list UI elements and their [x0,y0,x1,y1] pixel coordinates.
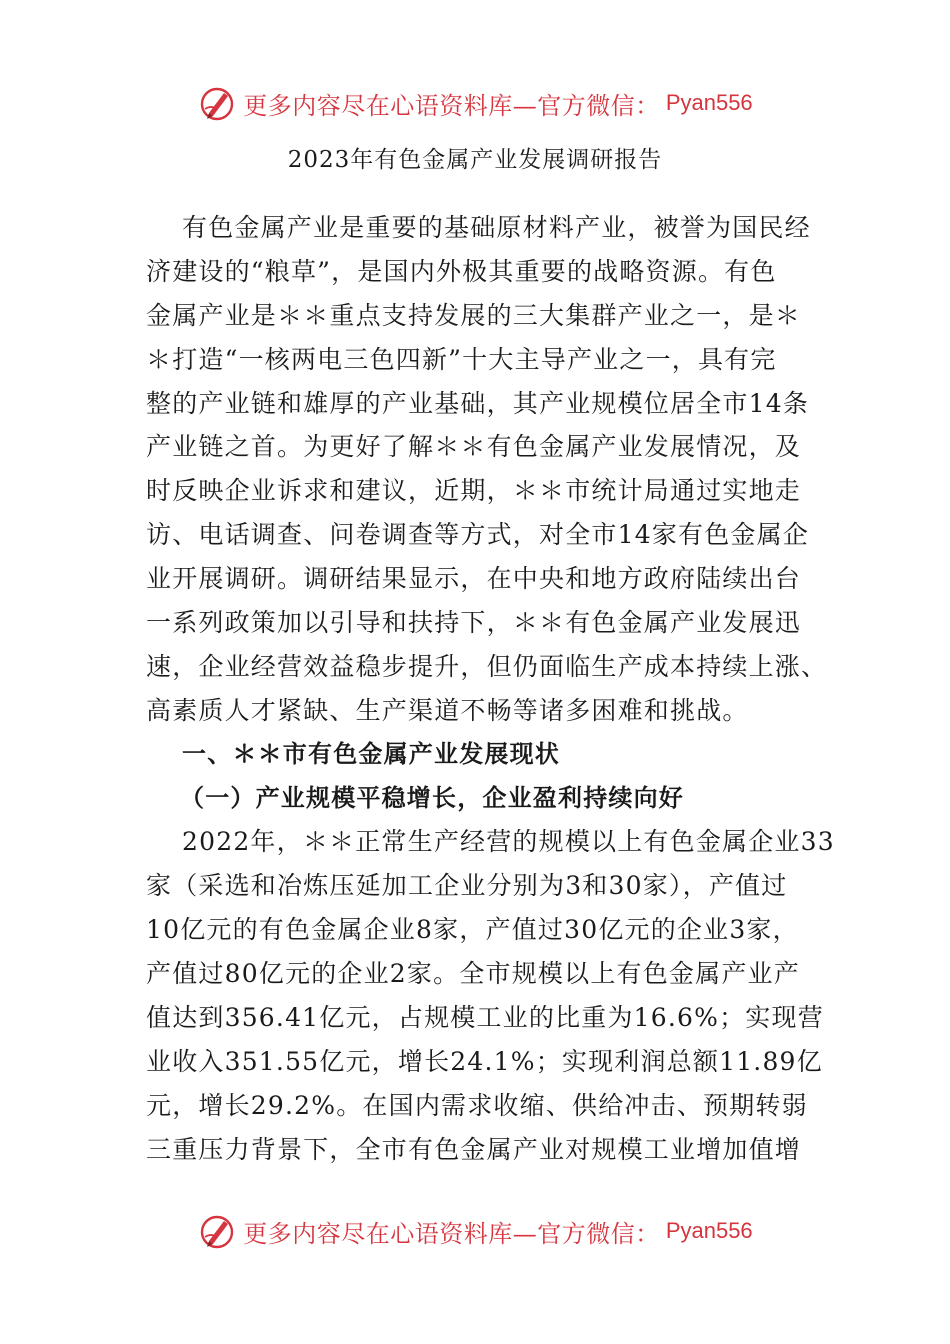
section-heading: 一、＊＊市有色金属产业发展现状 [182,739,560,768]
paragraph-line: 高素质人才紧缺、生产渠道不畅等诸多困难和挑战。 [146,695,749,725]
watermark-text: 更多内容尽在心语资料库—官方微信： [243,1219,660,1248]
document-title: 2023年有色金属产业发展调研报告 [287,147,663,173]
paragraph-line: ＊打造“一核两电三色四新”十大主导产业之一，具有完 [146,344,777,374]
paragraph-line: 值达到356.41亿元，占规模工业的比重为16.6%；实现营 [146,1003,824,1033]
watermark-footer [0,1206,950,1256]
paragraph-line: 金属产业是＊＊重点支持发展的三大集群产业之一，是＊ [146,300,802,330]
paragraph-line: 业收入351.55亿元，增长24.1%；实现利润总额11.89亿 [146,1046,823,1076]
watermark-header [0,78,950,128]
paragraph-line: 时反映企业诉求和建议，近期，＊＊市统计局通过实地走 [146,476,802,506]
paragraph-line: 三重压力背景下，全市有色金属产业对规模工业增加值增 [146,1134,802,1164]
paragraph-line: 产业链之首。为更好了解＊＊有色金属产业发展情况，及 [146,432,802,462]
paragraph-line: 有色金属产业是重要的基础原材料产业，被誉为国民经 [182,213,811,242]
watermark-handle: Pyan556 [665,90,753,115]
paragraph-line: 整的产业链和雄厚的产业基础，其产业规模位居全市14条 [146,388,810,418]
paragraph-line: 2022年，＊＊正常生产经营的规模以上有色金属企业33 [182,827,835,857]
paragraph-line: 业开展调研。调研结果显示，在中央和地方政府陆续出台 [146,564,802,594]
paragraph-line: 速，企业经营效益稳步提升，但仍面临生产成本持续上涨、 [146,651,828,681]
paragraph-line: 产值过80亿元的企业2家。全市规模以上有色金属产业产 [146,959,800,989]
paragraph-line: 一系列政策加以引导和扶持下，＊＊有色金属产业发展迅 [146,608,802,638]
watermark-text: 更多内容尽在心语资料库—官方微信： [243,91,660,120]
paragraph-line: 10亿元的有色金属企业8家，产值过30亿元的企业3家， [146,915,799,945]
paragraph-line: 济建设的“粮草”，是国内外极其重要的战略资源。有色 [146,256,777,286]
document-body [146,206,835,1172]
paragraph-line: 家（采选和冶炼压延加工企业分别为3和30家），产值过 [146,871,788,901]
watermark-handle: Pyan556 [665,1218,753,1243]
paragraph-line: 元，增长29.2%。在国内需求收缩、供给冲击、预期转弱 [146,1090,808,1120]
pen-in-circle-logo-icon [197,83,237,123]
paragraph-line: 访、电话调查、问卷调查等方式，对全市14家有色金属企 [146,520,810,550]
pen-in-circle-logo-icon [197,1211,237,1251]
subsection-heading: （一）产业规模平稳增长，企业盈利持续向好 [180,783,684,812]
